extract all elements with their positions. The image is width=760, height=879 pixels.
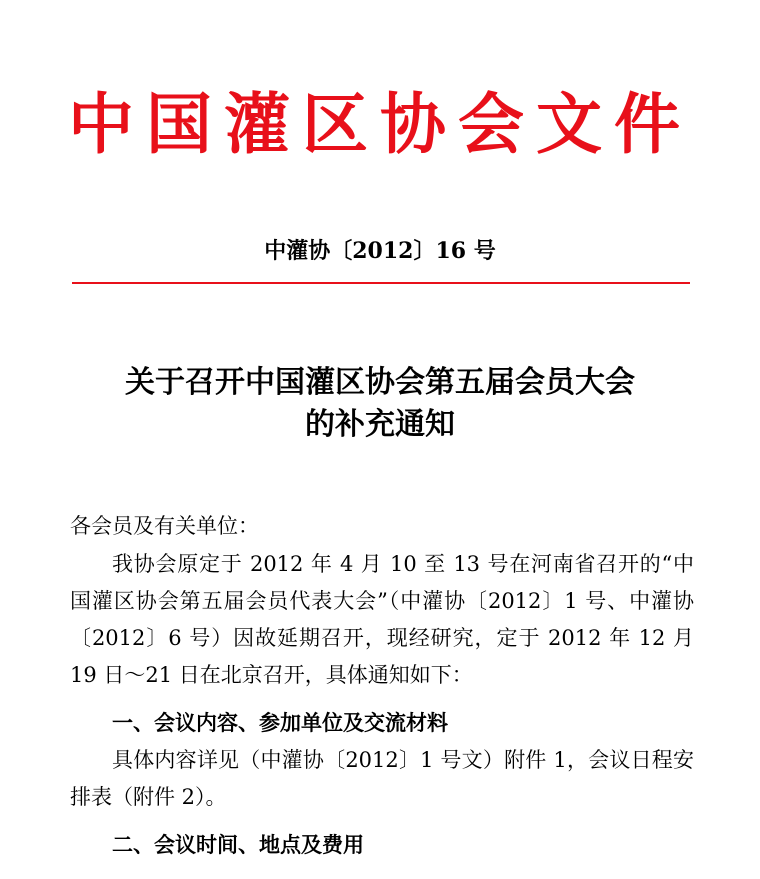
- section-heading-2: 二、会议时间、地点及费用: [112, 832, 364, 857]
- header-divider: [72, 282, 690, 284]
- body-paragraph-1: 我协会原定于 2012 年 4 月 10 至 13 号在河南省召开的“中国灌区协会第五届会员代表大会”（中灌协〔2012〕1 号、中灌协〔2012〕6 号）因故延期召开，现经研究，定于 2012 年 12 月 19 日～21 日在北京召开，具体通知如下：: [70, 552, 694, 687]
- document-number: 中灌协〔2012〕16 号: [264, 238, 496, 264]
- notice-title-line-2: 的补充通知: [305, 407, 455, 442]
- section-heading-1: 一、会议内容、参加单位及交流材料: [112, 710, 448, 735]
- document-header-title: 中国灌区协会文件: [68, 86, 692, 163]
- salutation: 各会员及有关单位：: [70, 514, 259, 538]
- notice-title: [0, 362, 760, 446]
- body-paragraph-2: 具体内容详见（中灌协〔2012〕1 号文）附件 1，会议日程安排表（附件 2）。: [70, 748, 694, 809]
- notice-title-line-1: 关于召开中国灌区协会第五届会员大会: [125, 365, 635, 400]
